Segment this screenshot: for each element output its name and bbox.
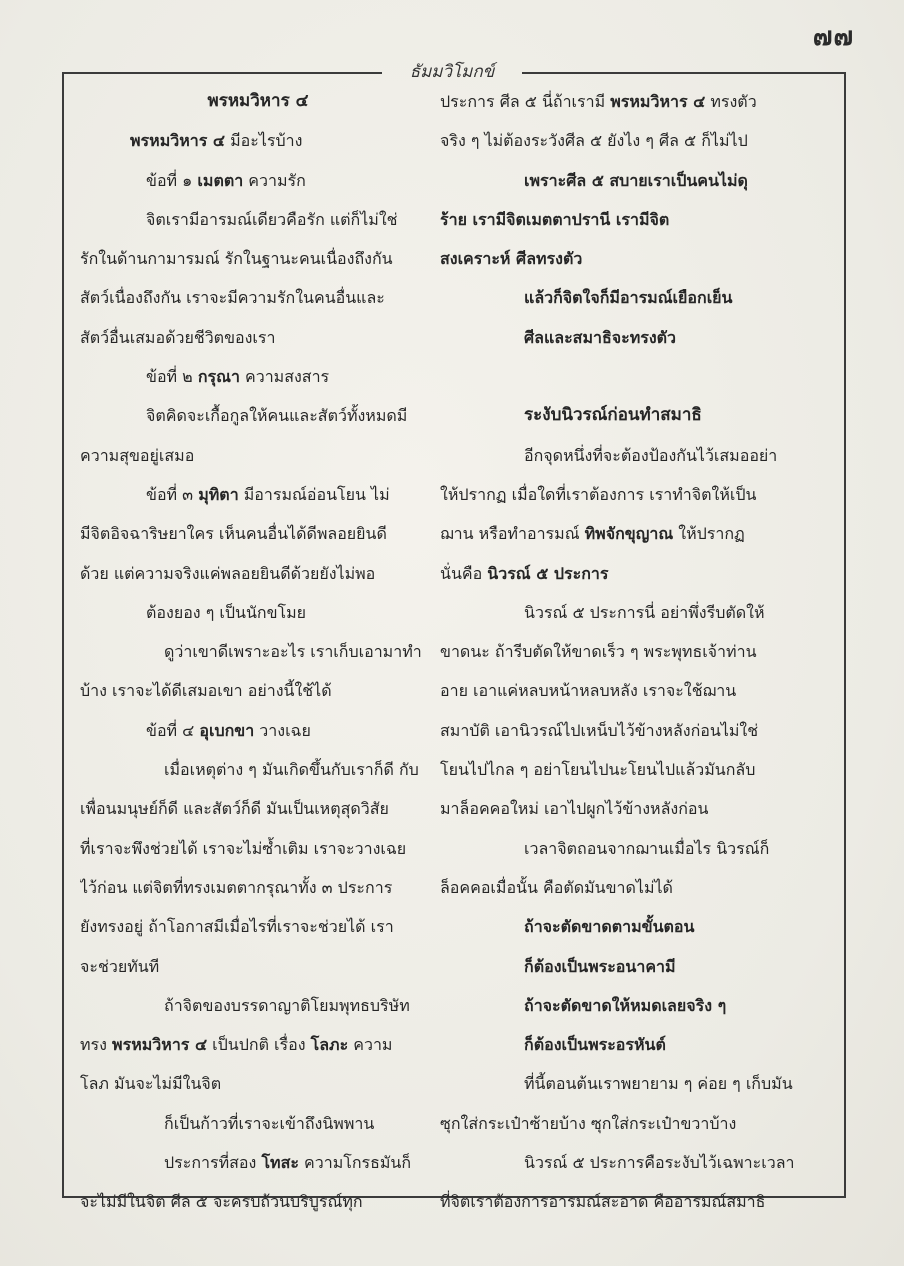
text-run: ข้อที่ ๔ xyxy=(146,720,200,740)
text-line xyxy=(440,829,796,868)
text-line xyxy=(80,200,436,239)
text-run: ข้อที่ ๒ xyxy=(146,367,198,387)
text-run: ก็เป็นก้าวที่เราจะเข้าถึงนิพพาน xyxy=(164,1113,375,1133)
text-line xyxy=(80,318,436,357)
text-run: เมื่อเหตุต่าง ๆ มันเกิดขึ้นกับเราก็ดี กับ xyxy=(164,760,419,780)
bold-term: ก็ต้องเป็นพระอรหันต์ xyxy=(524,1035,666,1055)
text-line xyxy=(440,947,796,986)
text-run: มีอารมณ์อ่อนโยน ไม่ xyxy=(238,484,390,504)
text-run: ล็อคคอเมื่อนั้น คือตัดมันขาดไม่ได้ xyxy=(440,877,673,897)
text-run: ข้อที่ ๓ xyxy=(146,484,199,504)
text-line xyxy=(440,554,796,593)
bold-term: พรหมวิหาร ๔ xyxy=(112,1035,208,1055)
text-run: สมาบัติ เอานิวรณ์ไปเหน็บไว้ข้างหลังก่อนไม่ใช่ xyxy=(440,720,759,740)
text-line xyxy=(440,986,796,1025)
bold-term: กรุณา xyxy=(197,367,240,387)
text-line xyxy=(80,947,436,986)
text-run: ฌาน หรือทำอารมณ์ xyxy=(440,524,585,544)
text-line xyxy=(440,239,796,278)
text-line xyxy=(440,868,796,907)
text-run: ประการที่สอง xyxy=(164,1153,262,1173)
bold-term: ถ้าจะตัดขาดให้หมดเลยจริง ๆ xyxy=(524,995,727,1015)
text-line xyxy=(440,789,796,828)
text-line xyxy=(80,671,436,710)
text-run: ทรง xyxy=(80,1035,113,1055)
text-run: เป็นปกติ เรื่อง xyxy=(207,1035,311,1055)
text-run: จริง ๆ ไม่ต้องระวังศีล ๕ ยังไง ๆ ศีล ๕ ก็ไม่ไป xyxy=(440,131,748,151)
text-line xyxy=(440,750,796,789)
text-line xyxy=(440,1143,796,1182)
text-line xyxy=(440,82,796,121)
text-line xyxy=(440,514,796,553)
text-run: ขาดนะ ถ้ารีบตัดให้ขาดเร็ว ๆ พระพุทธเจ้าท่าน xyxy=(440,642,757,662)
bold-term: ถ้าจะตัดขาดตามขั้นตอน xyxy=(524,917,695,937)
text-run: ถ้าจิตของบรรดาญาติโยมพุทธบริษัท xyxy=(164,995,410,1015)
text-run: ที่เราจะพึงช่วยได้ เราจะไม่ซ้ำเติม เราจะวางเฉย xyxy=(80,838,407,858)
text-line xyxy=(80,593,436,632)
text-run: ข้อที่ ๑ xyxy=(146,170,198,190)
text-line xyxy=(80,1104,436,1143)
text-run: ที่นี้ตอนต้นเราพยายาม ๆ ค่อย ๆ เก็บมัน xyxy=(524,1074,793,1094)
text-run: ต้องยอง ๆ เป็นนักขโมย xyxy=(146,602,307,622)
left-column xyxy=(80,82,436,1222)
text-run: มีอะไรบ้าง xyxy=(225,131,303,151)
text-line xyxy=(80,789,436,828)
bold-term: ระงับนิวรณ์ก่อนทำสมาธิ xyxy=(524,405,702,426)
bold-term: โทสะ xyxy=(261,1153,299,1173)
text-line xyxy=(440,436,796,475)
text-line xyxy=(80,357,436,396)
text-run: ความ xyxy=(348,1035,393,1055)
text-run: ความรัก xyxy=(243,170,306,190)
text-line xyxy=(440,907,796,946)
text-run: จะไม่มีในจิต ศีล ๕ จะครบถ้วนบริบูรณ์ทุก xyxy=(80,1192,363,1212)
text-line xyxy=(80,986,436,1025)
text-run: จิตเรามีอารมณ์เดียวคือรัก แต่ก็ไม่ใช่ xyxy=(146,209,398,229)
text-run: นั่นคือ xyxy=(440,563,488,583)
text-line xyxy=(440,711,796,750)
text-line xyxy=(80,396,436,435)
text-line xyxy=(440,593,796,632)
text-line xyxy=(80,278,436,317)
bold-term: ศีลและสมาธิจะทรงตัว xyxy=(524,327,677,347)
text-run: โยนไปไกล ๆ อย่าโยนไปนะโยนไปแล้วมันกลับ xyxy=(440,760,756,780)
text-run: สัตว์อื่นเสมอด้วยชีวิตของเรา xyxy=(80,327,276,347)
bold-term: ทิพจักขุญาณ xyxy=(584,524,674,544)
text-run: อีกจุดหนึ่งที่จะต้องป้องกันไว้เสมออย่า xyxy=(524,445,778,465)
text-run: ที่จิตเราต้องการอารมณ์สะอาด คืออารมณ์สมาธิ xyxy=(440,1192,766,1212)
text-run: ความโกรธมันก็ xyxy=(298,1153,412,1173)
text-line xyxy=(440,318,796,357)
text-line xyxy=(80,1025,436,1064)
text-run: นิวรณ์ ๕ ประการนี่ อย่าพึ่งรีบตัดให้ xyxy=(524,602,765,622)
text-line xyxy=(80,1064,436,1103)
bold-term: สงเคราะห์ ศีลทรงตัว xyxy=(440,249,583,269)
text-line xyxy=(80,711,436,750)
text-run: จิตคิดจะเกื้อกูลให้คนและสัตว์ทั้งหมดมี xyxy=(146,406,408,426)
page-number: ๗๗ xyxy=(812,22,854,52)
text-run: ความสุขอยู่เสมอ xyxy=(80,445,195,465)
text-line xyxy=(80,121,436,160)
bold-term: โลภะ xyxy=(310,1035,349,1055)
bold-term: พรหมวิหาร ๔ xyxy=(207,91,309,111)
text-line xyxy=(80,82,436,121)
text-run: บ้าง เราจะได้ดีเสมอเขา อย่างนี้ใช้ได้ xyxy=(80,681,332,701)
text-run: อาย เอาแค่หลบหน้าหลบหลัง เราจะใช้ฌาน xyxy=(440,681,737,701)
bold-term: พรหมวิหาร ๔ xyxy=(130,131,226,151)
text-line xyxy=(80,829,436,868)
bold-term: มุทิตา xyxy=(198,484,239,504)
bold-term: เมตตา xyxy=(197,170,244,190)
text-line xyxy=(80,868,436,907)
bold-term: นิวรณ์ ๕ ประการ xyxy=(487,563,609,583)
text-line xyxy=(80,907,436,946)
text-run: ความสงสาร xyxy=(239,367,330,387)
text-run: ซุกใส่กระเป๋าซ้ายบ้าง ซุกใส่กระเป๋าขวาบ้าง xyxy=(440,1113,737,1133)
text-run: ดูว่าเขาดีเพราะอะไร เราเก็บเอามาทำ xyxy=(164,642,422,662)
text-line xyxy=(80,1143,436,1182)
text-run: ให้ปรากฏ xyxy=(673,524,745,544)
text-line xyxy=(440,632,796,671)
text-line xyxy=(440,357,796,396)
text-run: เพื่อนมนุษย์ก็ดี และสัตว์ก็ดี มันเป็นเหตุสุดวิสัย xyxy=(80,799,389,819)
bold-term: ร้าย เรามีจิตเมตตาปรานี เรามีจิต xyxy=(440,209,670,229)
text-line xyxy=(440,671,796,710)
text-run: ทรงตัว xyxy=(705,92,757,111)
text-run: สัตว์เนื่องถึงกัน เราจะมีความรักในคนอื่นและ xyxy=(80,288,385,308)
text-run: มาล็อคคอใหม่ เอาไปผูกไว้ข้างหลังก่อน xyxy=(440,799,709,819)
running-head: ธัมมวิโมกข์ xyxy=(409,62,495,82)
text-line xyxy=(80,554,436,593)
text-line xyxy=(80,750,436,789)
text-line xyxy=(80,161,436,200)
text-run: ประการ ศีล ๕ นี่ถ้าเรามี xyxy=(440,92,611,111)
text-line xyxy=(440,1104,796,1143)
text-line xyxy=(440,1025,796,1064)
bold-term: เพราะศีล ๕ สบายเราเป็นคนไม่ดุ xyxy=(524,170,748,190)
text-run: วางเฉย xyxy=(254,720,311,740)
bold-term: อุเบกขา xyxy=(199,720,255,740)
text-line xyxy=(80,1182,436,1221)
bold-term: แล้วก็จิตใจก็มีอารมณ์เยือกเย็น xyxy=(524,288,733,308)
text-line xyxy=(80,514,436,553)
text-line xyxy=(440,278,796,317)
text-run: มีจิตอิจฉาริษยาใคร เห็นคนอื่นได้ดีพลอยยินดี xyxy=(80,524,387,544)
text-run: โลภ มันจะไม่มีในจิต xyxy=(80,1074,222,1094)
text-run: จะช่วยทันที xyxy=(80,956,160,976)
text-line xyxy=(80,632,436,671)
text-line xyxy=(440,475,796,514)
text-line xyxy=(440,396,796,435)
text-line xyxy=(80,475,436,514)
text-line xyxy=(440,200,796,239)
text-run: นิวรณ์ ๕ ประการคือระงับไว้เฉพาะเวลา xyxy=(524,1153,795,1173)
text-line xyxy=(440,1064,796,1103)
text-line xyxy=(440,161,796,200)
text-line xyxy=(80,436,436,475)
text-run: ไว้ก่อน แต่จิตที่ทรงเมตตากรุณาทั้ง ๓ ประการ xyxy=(80,877,393,897)
text-run: รักในด้านกามารมณ์ รักในฐานะคนเนื่องถึงกัน xyxy=(80,249,393,269)
text-line xyxy=(440,1182,796,1221)
bold-term: ก็ต้องเป็นพระอนาคามี xyxy=(524,956,676,976)
text-run: ให้ปรากฏ เมื่อใดที่เราต้องการ เราทำจิตให้เป็น xyxy=(440,484,757,504)
text-line xyxy=(80,239,436,278)
text-run: เวลาจิตถอนจากฌานเมื่อไร นิวรณ์ก็ xyxy=(524,838,770,858)
bold-term: พรหมวิหาร ๔ xyxy=(610,92,706,111)
right-column xyxy=(440,82,796,1222)
text-line xyxy=(440,121,796,160)
text-run: ด้วย แต่ความจริงแค่พลอยยินดีด้วยยังไม่พอ xyxy=(80,563,376,583)
text-run: ยังทรงอยู่ ถ้าโอกาสมีเมื่อไรที่เราจะช่วยได้ เรา xyxy=(80,917,394,937)
